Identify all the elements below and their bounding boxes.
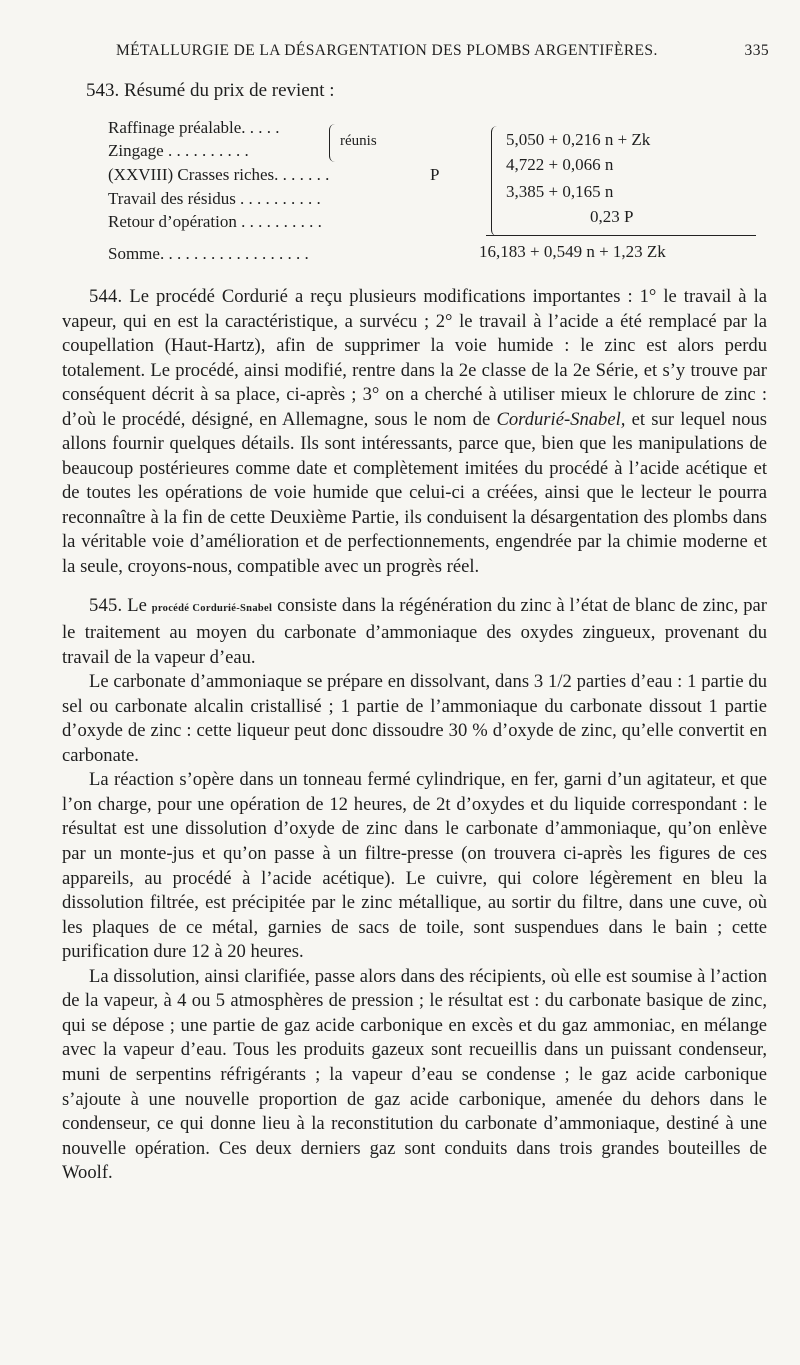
paragraph [62,768,767,964]
body-text [62,285,767,1186]
paragraph-text: Le [122,594,152,616]
total-value: 16,183 + 0,549 n + 1,23 Zk [479,242,666,261]
paragraph-number: 545. [89,594,123,616]
row-residus-value: 3,385 + 0,165 n [506,182,614,201]
page-number: 335 [744,42,769,59]
paragraph-number: 544. [89,286,123,307]
row-retour-label: Retour d’opération . . . . . . . . . . [108,212,322,231]
paragraph-text: et sur lequel nous allons fournir quelques détails. Ils sont intéressants, parce que, bien que les manipulations de beaucoup postérieures comme date et complètement imitées du procédé à l’acide acétique et de toutes les opérations de voie humide que celui-ci a créées, ainsi que le lecteur le pourra reconnaître à la fin de cette Deuxième Partie, ils conduisent la désargentation des plombs dans la véritable voie d’amélioration et de perfectionnements, engendrée par la chimie moderne et la seule, croyons-nous, compatible avec un progrès réel. [62,408,767,578]
reunis-brace [329,124,335,162]
p-note: P [430,165,440,184]
paragraph [62,285,767,580]
running-title: MÉTALLURGIE DE LA DÉSARGENTATION DES PLOMBS ARGENTIFÈRES. [116,42,658,59]
paragraph [62,965,767,1186]
values-brace [491,126,498,236]
paragraph-text: Le procédé Cordurié a reçu plusieurs modifications importantes : 1° le travail à la vapeur, qui en est la caractéristique, a survécu ; 2° le travail à l’acide a été remplacé par la coupellation (Haut-Hartz), afin de supprimer la voie humide : le zinc est alors perdu totalement. Le procédé, ainsi modifié, rentre dans la 2e classe de la 2e Série, et s’y trouve par conséquent décrit à sa place, ci-après ; 3° on a cherché à utiliser mieux le chlorure de zinc : d’où le procédé, désigné, en Allemagne, sous le nom de [62,286,767,430]
row-crasses-value: 4,722 + 0,066 n [506,155,614,174]
row-residus-label: Travail des résidus . . . . . . . . . . [108,189,321,208]
paragraph [62,594,767,671]
total-label: Somme. . . . . . . . . . . . . . . . . . [108,244,309,263]
paragraph [62,670,767,768]
paragraph-text: Le carbonate d’ammoniaque se prépare en dissolvant, dans 3 1/2 parties d’eau : 1 partie du sel ou carbonate alcalin cristallisé ; 1 partie de l’ammoniaque du carbonate dissout 1 partie d’oxyde de zinc : cette liqueur peut donc dissoudre 30 % d’oxyde de zinc, qu’elle convertit en carbonate. [62,671,767,766]
row-zingage-label: Zingage . . . . . . . . . . [108,141,249,160]
row-crasses-label: (XXVIII) Crasses riches. . . . . . . [108,165,330,184]
reunis-note: réunis [340,133,377,149]
italic-text: Cordurié-Snabel, [496,408,626,430]
section-543-heading: 543. Résumé du prix de revient : [86,80,335,101]
row-retour-value: 0,23 P [590,207,634,226]
paragraph-text: La dissolution, ainsi clarifiée, passe alors dans des récipients, où elle est soumise à l’action de la vapeur, à 4 ou 5 atmosphères de pression ; le résultat est : du carbonate basique de zinc, qui se dépose ; une partie de gaz acide carbonique en excès et du gaz ammoniac, en mélange avec la vapeur d’eau. Tous les produits gazeux sont recueillis dans un puissant condenseur, muni de serpentins réfrigérants ; la vapeur d’eau se condense ; le gaz acide carbonique s’ajoute à une nouvelle proportion de gaz acide carbonique, amenée du dehors dans le condenseur, ce qui donne lieu à la reconstitution du carbonate d’ammoniaque, destiné à une nouvelle opération. Ces deux derniers gaz sont conduits dans trois grandes bouteilles de Woolf. [62,965,767,1184]
paragraph-text: consiste dans la régénération du zinc à l’état de blanc de zinc, par le traitement au moyen du carbonate d’ammoniaque des oxydes zingueux, provenant du travail de la vapeur d’eau. [62,594,767,668]
row-zingage-value: 5,050 + 0,216 n + Zk [506,130,651,149]
total-rule [486,235,756,236]
paragraph-text: La réaction s’opère dans un tonneau fermé cylindrique, en fer, garni d’un agitateur, et que l’on charge, pour une opération de 12 heures, de 2t d’oxydes et du liquide correspondant : le résultat est une dissolution d’oxyde de zinc dans le carbonate d’ammoniaque, qu’on enlève par un monte-jus et qu’on passe à un filtre-presse (on trouvera ci-après les figures de ces appareils, au procédé à l’acide acétique). Le cuivre, qui colore légèrement en bleu la dissolution filtrée, est précipitée par le zinc métallique, au sortir du filtre, dans une cuve, où les plaques de ce métal, garnies de sacs de toile, sont suspendues dans le bain ; cette purification dure 12 à 20 heures. [62,769,767,963]
row-raffinage-label: Raffinage préalable. . . . . [108,118,280,137]
small-caps-text: procédé Cordurié-Snabel [151,602,273,614]
